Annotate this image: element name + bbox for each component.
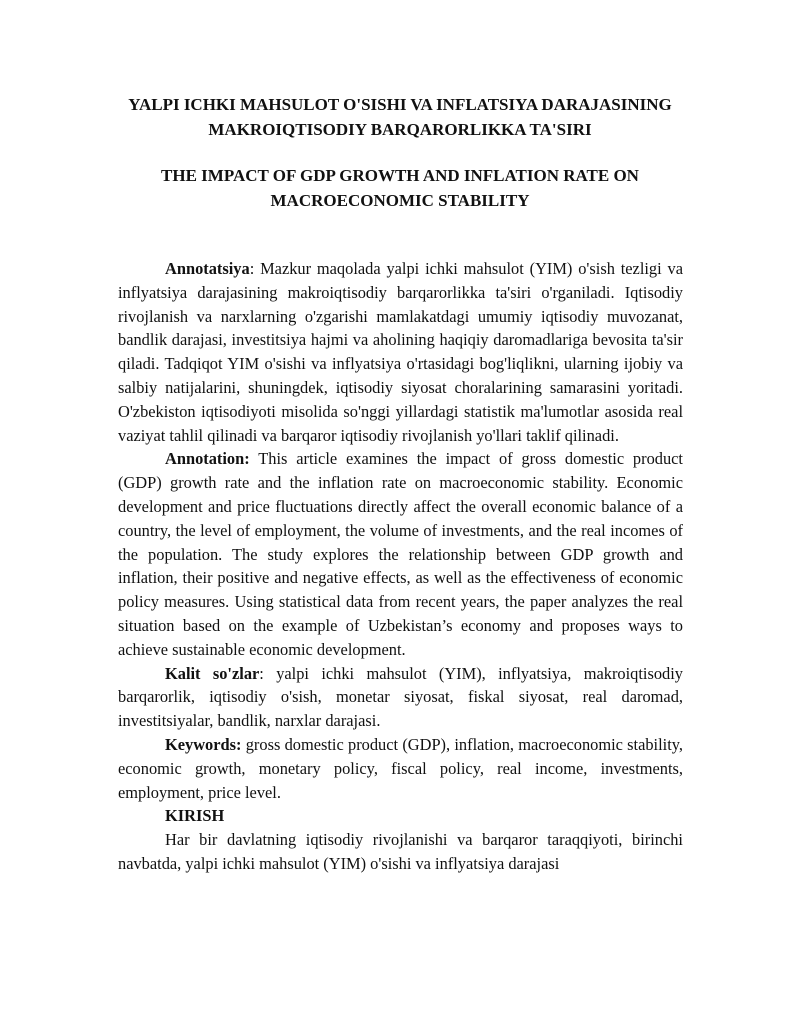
title-english: THE IMPACT OF GDP GROWTH AND INFLATION RATE ON MACROECONOMIC STABILITY <box>161 166 639 210</box>
annotatsiya-text: : Mazkur maqolada yalpi ichki mahsulot (YIM) o'sish tezligi va inflyatsiya darajasining makroiqtisodiy barqarorlikka ta'siri o'rganiladi. Iqtisodiy rivojlanish va narxlarning o'zgarishi mamlakatdagi umumiy iqtisodiy muvozanat, bandlik darajasi, investitsiya hajmi va aholining haqiqiy daromadlariga bevosita ta'sir qiladi. Tadqiqot YIM o'sishi va inflyatsiya o'rtasidagi bog'liqlikni, ularning ijobiy va salbiy natijalarini, shuningdek, iqtisodiy siyosat choralarining samarasini yoritadi. O'zbekiston iqtisodiyoti misolida so'nggi yillardagi statistik ma'lumotlar asosida real vaziyat tahlil qilinadi va barqaror iqtisodiy rivojlanish yo'llari taklif qilinadi. <box>118 259 683 445</box>
annotatsiya-paragraph <box>118 257 683 447</box>
keywords-label: Keywords: <box>165 734 242 754</box>
kalit-sozlar-text: : yalpi ichki mahsulot (YIM), inflyatsiya, makroiqtisodiy barqarorlik, iqtisodiy o'sish, monetar siyosat, fiskal siyosat, real daromad, investitsiyalar, bandlik, narxlar darajasi. <box>118 663 683 731</box>
article-body <box>118 257 683 876</box>
annotatsiya-label: Annotatsiya <box>165 259 250 278</box>
intro-paragraph: Har bir davlatning iqtisodiy rivojlanishi va barqaror taraqqiyoti, birinchi navbatda, yalpi ichki mahsulot (YIM) o'sishi va inflyatsiya darajasi <box>118 830 683 873</box>
keywords-text: gross domestic product (GDP), inflation, macroeconomic stability, economic growth, monetary policy, fiscal policy, real income, investments, employment, price level. <box>118 734 683 802</box>
annotation-text: This article examines the impact of gross domestic product (GDP) growth rate and the inflation rate on macroeconomic stability. Economic development and price fluctuations directly affect the overall economic balance of a country, the level of employment, the volume of investments, and the real incomes of the population. The study explores the relationship between GDP growth and inflation, their positive and negative effects, as well as the effectiveness of economic policy measures. Using statistical data from recent years, the paper analyzes the real situation based on the example of Uzbekistan’s economy and proposes ways to achieve sustainable economic development. <box>118 449 683 659</box>
keywords-paragraph <box>118 733 683 804</box>
kalit-sozlar-label: Kalit so'zlar <box>165 663 260 683</box>
annotation-label: Annotation: <box>165 449 250 469</box>
title-uzbek: YALPI ICHKI MAHSULOT O'SISHI VA INFLATSIYA DARAJASINING MAKROIQTISODIY BARQARORLIKKA TA'SIRI <box>128 95 672 139</box>
section-heading: KIRISH <box>165 806 225 826</box>
annotation-paragraph <box>118 447 683 661</box>
kalit-sozlar-paragraph <box>118 662 683 733</box>
